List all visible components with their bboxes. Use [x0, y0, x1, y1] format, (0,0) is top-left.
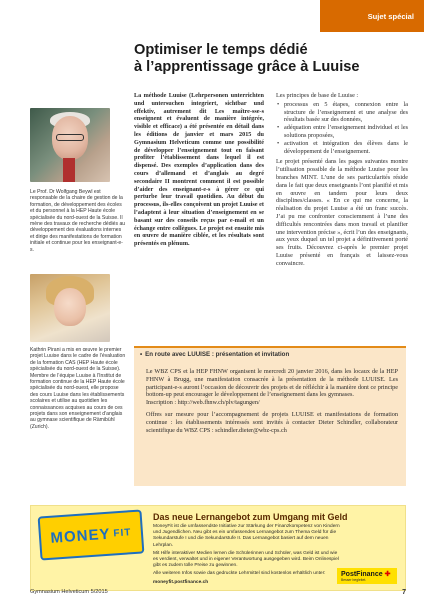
article-body: Le projet présenté dans les pages suivantes montre l’utilisation possible de la méthode Luuise pour les branches MINT. L’une de ses particularités réside dans le fait que deux enseignants l’ont planifié et mis en œuvre en tandem pour leurs deux disciplines/classes. « En ce qui me concerne, la réalisation du projet Luuise a été un franc succès. J’ai pu me confronter consciemment à l’une des difficultés rencontrées dans mon travail et planifier une intervention précise », écrit l’un des enseignants, aux yeux duquel un tel projet a définitivement porté ses fruits. Découvrez ci-après le premier projet Luuise présenté en français et laissez-vous convaincre. [276, 158, 408, 267]
swiss-cross-icon: ✚ [384, 571, 391, 578]
page-number: 7 [402, 588, 406, 596]
section-tag: Sujet spécial [320, 0, 424, 32]
postfinance-wordmark: PostFinance [341, 570, 383, 578]
event-info-box [134, 346, 406, 486]
postfinance-name [341, 570, 397, 578]
ad-paragraph: MoneyFit ist die umfassendste Initiative zur Stärkung der Finanzkompetenz von Kindern und Jugendlichen. Neu gibt es ein umfassendes Lernangebot zum Thema Geld für die Sekundarstufe I und die Sekundarstufe II. Das Lernangebot basiert auf dem neuen Lehrplan. [153, 524, 340, 548]
bullet-icon: • [140, 351, 143, 358]
article-title [134, 42, 404, 76]
principles-intro: Les principes de base de Luuise : [276, 92, 359, 99]
principle-item: • adéquation entre l’enseignement individuel et les solutions proposées, [276, 124, 408, 140]
top-band [0, 0, 320, 32]
title-line-2: à l’apprentissage grâce à Luuise [134, 59, 360, 75]
registration-link[interactable]: Inscription : http://web.fhnw.ch/plv/tagungen/ [146, 399, 260, 407]
ad-paragraph: Alle weiteren Infos sowie das gedruckte Lehrmittel sind kostenlos erhältlich unter: [153, 571, 326, 577]
ad-title: Das neue Lernangebot zum Umgang mit Geld [153, 512, 348, 522]
info-box-heading [134, 348, 406, 361]
article-right-column [276, 92, 408, 269]
event-description: Le WBZ CPS et la HEP FHNW organisent le mercredi 20 janvier 2016, dans les locaux de la HEP FHNW à Brugg, une manifestation consacrée à la présentation de la méthode LUUISE. Les participant-e-s auront l’occasion de découvrir des projets et de réfléchir à la manière dont ce principe bottom-up peut encourager le développement de l’enseignement dans les gymnases. [146, 368, 398, 399]
ad-paragraph: Mit Hilfe interaktiver Medien lernen die Schülerinnen und Schüler, was Geld ist und wie es verdient, verwaltet und in eigener Verantwortung ausgegeben wird. Beim Onlinespiel gibt es zudem tolle Preise zu gewinnen. [153, 550, 339, 569]
principle-item: • processus en 5 étapes, connexion entre la structure de l’enseignement et une analyse des résultats basée sur des données, [276, 101, 408, 124]
logo-fit-text: FIT [113, 526, 132, 539]
info-box-heading-text: En route avec LUUISE : présentation et invitation [145, 351, 290, 358]
contact-offer: Offres sur mesure pour l’accompagnement de projets LUUISE et manifestations de formation continue : les établissements intéressés sont invités à contacter Dieter Schindler, collaborateur scientifique du WBZ CPS : schindler.dieter@wbz-cps.ch [146, 410, 398, 434]
principle-item: • activation et intégration des élèves dans le développement de l’enseignement. [276, 140, 408, 156]
title-line-1: Optimiser le temps dédié [134, 42, 308, 58]
moneyfit-logo [38, 509, 145, 560]
article-lead-column [134, 92, 264, 249]
publication-name: Gymnasium Helveticum 5/2015 [30, 589, 108, 595]
face-shape [54, 288, 86, 326]
tie-shape [63, 158, 75, 182]
info-box-text [146, 368, 398, 438]
article-lead: La méthode Luuise (Lehrpersonen unterrichten und untersuchen integriert, sichtbar und effektiv, autrement dit Les maître-sse-s enseignent et évaluent de manière intégrée, visible et efficace) a été présentée en détail dans les éditions de janvier et mars 2015 du Gymnasium Helveticum comme une possibilité de développer l’enseignement tout en faisant profiter l’établissement dans lequel il est dispensé. Des exemples d’application dans des cours d’allemand et d’anglais au degré secondaire II montrent comment il est possible d’aider des enseignant-e-s à gérer ce qui perturbe leur travail quotidien. Au début du processus, ils-elles conçoivent un projet Luuise et l’adaptent à leur situation d’enseignement en se basant sur des conseils reçus par e-mail et un échange entre collègues. Le projet est ensuite mis en œuvre de manière ciblée, et les résultats sont présentés en plénum. [134, 92, 264, 248]
author-photo-beywl [30, 108, 110, 182]
postfinance-tagline: Besser begleitet. [341, 578, 367, 582]
ad-url-link[interactable]: moneyfit.postfinance.ch [153, 579, 209, 585]
principles-list [276, 101, 408, 156]
author-caption-beywl: Le Prof. Dr Wolfgang Beywl est responsable de la chaire de gestion de la formation, de développement des écoles et du personnel à la HEP Haute école spécialisée du nord-ouest de la Suisse. Il mène des travaux de recherche dédiés au développement des évaluations internes et dirige des manifestations de formation initiale et continue pour les enseignant-e-s. [30, 189, 126, 253]
postfinance-logo [337, 568, 397, 584]
moneyfit-advertisement [30, 505, 406, 591]
author-caption-pirani: Kathrin Pirani a mis en œuvre le premier projet Luuise dans le cadre de l’évaluation de la formation CAS (HEP Haute école spécialisée du nord-ouest de la Suisse). Membre de l’équipe Luuise à l’Institut de formation continue de la HEP Haute école spécialisée du nord-ouest, elle propose des cours Luuise dans les établissements scolaires et utilise au quotidien les connaissances acquises au cours de ces projets dans son enseignement d’anglais au gymnase scientifique de Rämibühl (Zurich). [30, 347, 126, 430]
page-footer [30, 587, 406, 597]
ad-body [153, 524, 343, 588]
author-photo-pirani [30, 274, 110, 342]
logo-money-text: MONEY [49, 525, 112, 547]
glasses-shape [56, 134, 84, 141]
